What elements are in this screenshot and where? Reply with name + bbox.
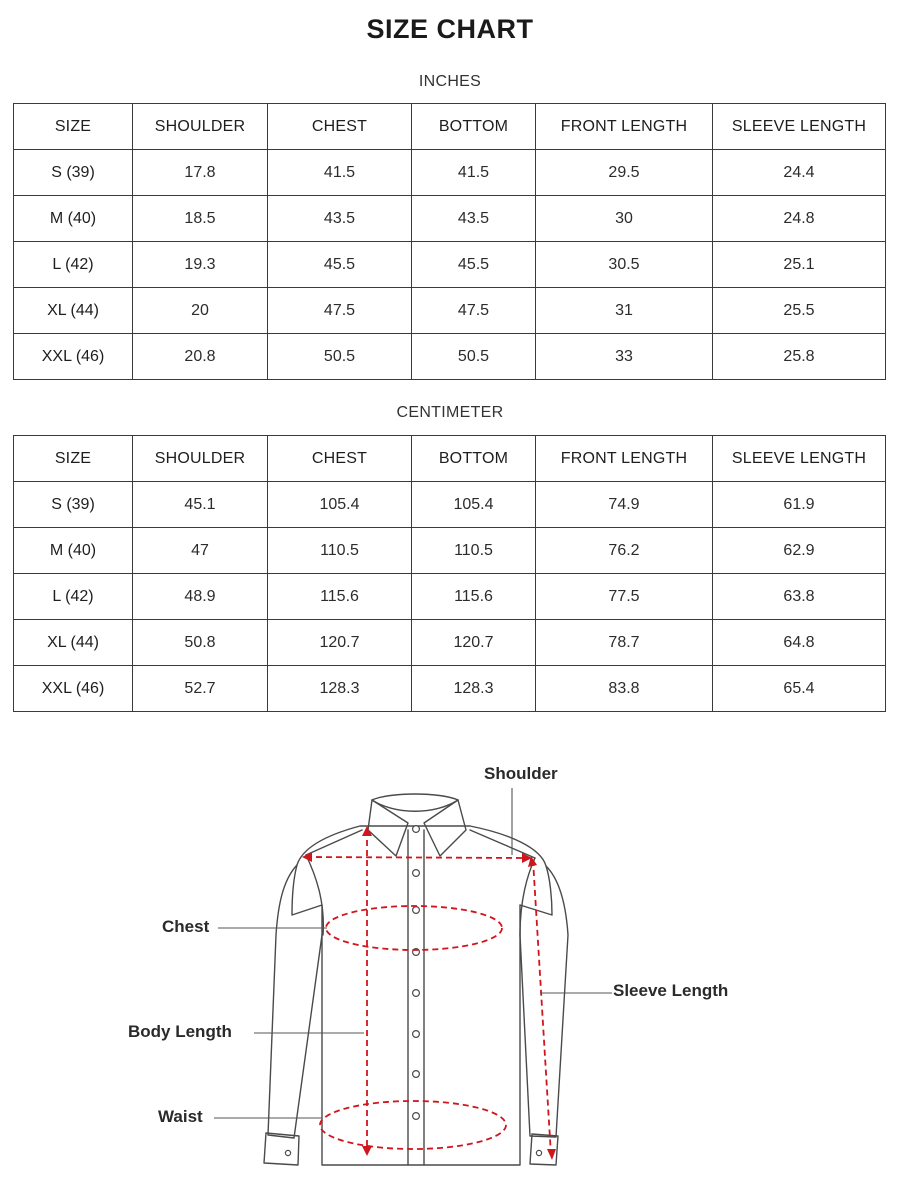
inches-unit-label: INCHES — [418, 73, 482, 90]
table-cell: 47 — [133, 528, 268, 574]
column-header-shoulder: SHOULDER — [133, 104, 268, 150]
inches-size-table — [13, 103, 886, 380]
centimeter-unit-label: CENTIMETER — [396, 404, 504, 421]
table-cell: M (40) — [14, 196, 133, 242]
table-cell: 47.5 — [412, 288, 536, 334]
sleeve-length-label: Sleeve Length — [613, 981, 729, 1000]
table-row — [14, 620, 886, 666]
table-cell: 17.8 — [133, 150, 268, 196]
table-cell: 41.5 — [268, 150, 412, 196]
table-cell: 65.4 — [713, 666, 886, 712]
table-row — [14, 334, 886, 380]
shirt-buttons — [285, 826, 541, 1156]
table-cell: 50.5 — [412, 334, 536, 380]
column-header-size: SIZE — [14, 436, 133, 482]
table-row — [14, 196, 886, 242]
table-cell: S (39) — [14, 482, 133, 528]
table-cell: 110.5 — [268, 528, 412, 574]
table-cell: L (42) — [14, 242, 133, 288]
table-row — [14, 242, 886, 288]
table-cell: 30.5 — [536, 242, 713, 288]
sleeve-length-measure-line — [533, 860, 551, 1155]
table-header-row — [14, 104, 886, 150]
table-cell: 43.5 — [268, 196, 412, 242]
column-header-shoulder: SHOULDER — [133, 436, 268, 482]
body-length-label: Body Length — [128, 1022, 232, 1041]
column-header-sleeve-length: SLEEVE LENGTH — [713, 436, 886, 482]
table-cell: 20.8 — [133, 334, 268, 380]
table-cell: 29.5 — [536, 150, 713, 196]
table-cell: 50.5 — [268, 334, 412, 380]
table-cell: 45.1 — [133, 482, 268, 528]
table-cell: 25.5 — [713, 288, 886, 334]
table-row — [14, 150, 886, 196]
table-cell: 105.4 — [268, 482, 412, 528]
table-cell: 76.2 — [536, 528, 713, 574]
chest-label: Chest — [162, 917, 210, 936]
table-cell: 115.6 — [412, 574, 536, 620]
column-header-bottom: BOTTOM — [412, 436, 536, 482]
table-row — [14, 666, 886, 712]
table-cell: 63.8 — [713, 574, 886, 620]
waist-measure-ellipse — [320, 1101, 506, 1149]
table-cell: 24.4 — [713, 150, 886, 196]
centimeter-size-table — [13, 435, 886, 712]
table-cell: L (42) — [14, 574, 133, 620]
table-cell: XL (44) — [14, 288, 133, 334]
table-cell: 25.1 — [713, 242, 886, 288]
table-cell: 33 — [536, 334, 713, 380]
inches-table-body — [14, 150, 886, 380]
table-row — [14, 528, 886, 574]
table-cell: 83.8 — [536, 666, 713, 712]
table-cell: 25.8 — [713, 334, 886, 380]
column-header-chest: CHEST — [268, 436, 412, 482]
table-cell: S (39) — [14, 150, 133, 196]
shirt-diagram — [0, 740, 900, 1200]
table-cell: 30 — [536, 196, 713, 242]
table-cell: 19.3 — [133, 242, 268, 288]
table-cell: 45.5 — [268, 242, 412, 288]
waist-label: Waist — [158, 1107, 203, 1126]
table-cell: 105.4 — [412, 482, 536, 528]
table-cell: 110.5 — [412, 528, 536, 574]
table-row — [14, 482, 886, 528]
table-cell: 62.9 — [713, 528, 886, 574]
table-cell: 50.8 — [133, 620, 268, 666]
table-cell: 74.9 — [536, 482, 713, 528]
table-cell: 77.5 — [536, 574, 713, 620]
table-cell: 41.5 — [412, 150, 536, 196]
table-cell: 120.7 — [412, 620, 536, 666]
table-header-row — [14, 436, 886, 482]
table-cell: M (40) — [14, 528, 133, 574]
table-cell: XXL (46) — [14, 666, 133, 712]
page-title: SIZE CHART — [366, 14, 534, 44]
table-cell: 78.7 — [536, 620, 713, 666]
table-cell: 61.9 — [713, 482, 886, 528]
shoulder-measure-line — [306, 857, 528, 858]
table-cell: XXL (46) — [14, 334, 133, 380]
table-cell: 128.3 — [268, 666, 412, 712]
column-header-front-length: FRONT LENGTH — [536, 436, 713, 482]
table-row — [14, 288, 886, 334]
table-cell: 45.5 — [412, 242, 536, 288]
table-row — [14, 574, 886, 620]
column-header-front-length: FRONT LENGTH — [536, 104, 713, 150]
measurement-guides — [306, 830, 551, 1155]
shoulder-label: Shoulder — [484, 764, 558, 783]
shirt-outline — [264, 794, 568, 1165]
table-cell: 48.9 — [133, 574, 268, 620]
table-cell: 24.8 — [713, 196, 886, 242]
table-cell: 120.7 — [268, 620, 412, 666]
table-cell: 52.7 — [133, 666, 268, 712]
measurement-arrowheads — [302, 826, 556, 1160]
table-cell: 20 — [133, 288, 268, 334]
table-cell: 47.5 — [268, 288, 412, 334]
column-header-sleeve-length: SLEEVE LENGTH — [713, 104, 886, 150]
table-cell: 18.5 — [133, 196, 268, 242]
table-cell: 31 — [536, 288, 713, 334]
column-header-size: SIZE — [14, 104, 133, 150]
table-cell: 64.8 — [713, 620, 886, 666]
centimeter-table-body — [14, 482, 886, 712]
table-cell: 43.5 — [412, 196, 536, 242]
table-cell: 128.3 — [412, 666, 536, 712]
column-header-bottom: BOTTOM — [412, 104, 536, 150]
table-cell: 115.6 — [268, 574, 412, 620]
table-cell: XL (44) — [14, 620, 133, 666]
column-header-chest: CHEST — [268, 104, 412, 150]
